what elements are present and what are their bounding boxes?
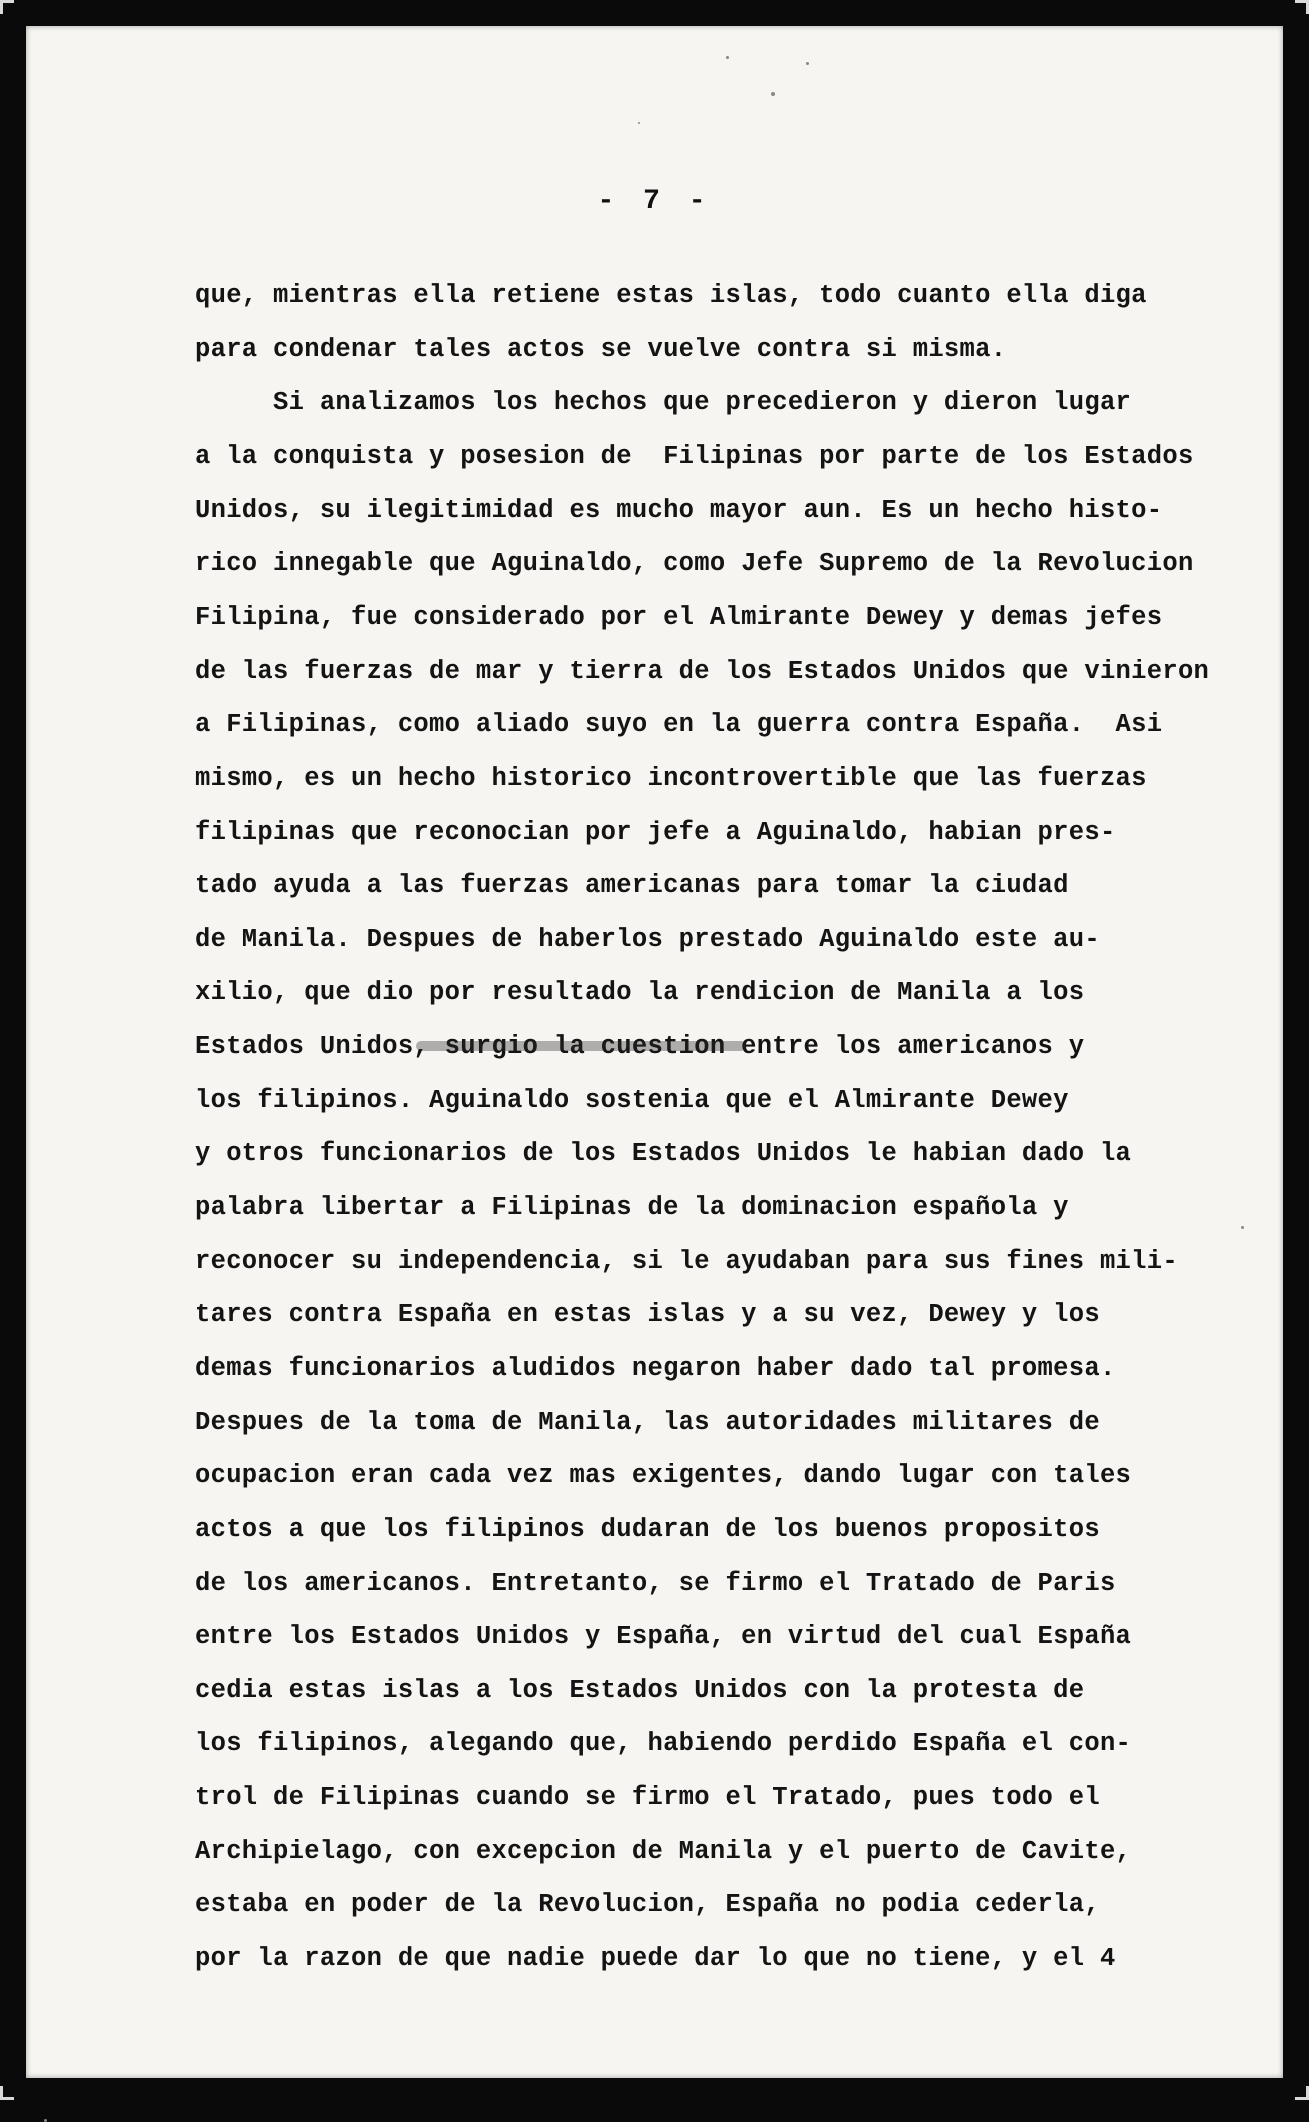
text-line: para condenar tales actos se vuelve contra si misma. <box>195 335 1007 364</box>
paper-speck <box>806 62 809 65</box>
text-line: filipinas que reconocian por jefe a Aguinaldo, habian pres- <box>195 818 1116 847</box>
text-line: los filipinos, alegando que, habiendo perdido España el con- <box>195 1729 1132 1758</box>
text-line: Si analizamos los hechos que precedieron y dieron lugar <box>195 388 1132 417</box>
text-line: a la conquista y posesion de Filipinas por parte de los Estados <box>195 442 1194 471</box>
text-line: Filipina, fue considerado por el Almirante Dewey y demas jefes <box>195 603 1163 632</box>
text-line: Estados Unidos, surgio la cuestion entre los americanos y <box>195 1032 1085 1061</box>
frame-corner-mark <box>0 0 3 14</box>
text-line: Archipielago, con excepcion de Manila y el puerto de Cavite, <box>195 1837 1132 1866</box>
text-line: y otros funcionarios de los Estados Unidos le habian dado la <box>195 1139 1132 1168</box>
text-line: que, mientras ella retiene estas islas, todo cuanto ella diga <box>195 281 1147 310</box>
text-line: tado ayuda a las fuerzas americanas para tomar la ciudad <box>195 871 1069 900</box>
text-line: tares contra España en estas islas y a su vez, Dewey y los <box>195 1300 1100 1329</box>
text-line: de las fuerzas de mar y tierra de los Estados Unidos que vinieron <box>195 657 1210 686</box>
paper-speck <box>771 92 775 96</box>
text-line: demas funcionarios aludidos negaron haber dado tal promesa. <box>195 1354 1116 1383</box>
text-line: por la razon de que nadie puede dar lo que no tiene, y el 4 <box>195 1944 1116 1973</box>
paper-speck <box>1241 1226 1244 1229</box>
text-line: a Filipinas, como aliado suyo en la guerra contra España. Asi <box>195 710 1163 739</box>
page-number: - 7 - <box>597 186 712 217</box>
text-line: palabra libertar a Filipinas de la dominacion española y <box>195 1193 1069 1222</box>
text-line: trol de Filipinas cuando se firmo el Tratado, pues todo el <box>195 1783 1100 1812</box>
paper-speck <box>638 122 640 124</box>
text-line: mismo, es un hecho historico incontrovertible que las fuerzas <box>195 764 1147 793</box>
text-line: ocupacion eran cada vez mas exigentes, dando lugar con tales <box>195 1461 1132 1490</box>
text-line: entre los Estados Unidos y España, en virtud del cual España <box>195 1622 1132 1651</box>
text-line: xilio, que dio por resultado la rendicion de Manila a los <box>195 978 1085 1007</box>
text-line: Unidos, su ilegitimidad es mucho mayor aun. Es un hecho histo- <box>195 496 1163 525</box>
paper-speck <box>726 56 729 59</box>
text-line: estaba en poder de la Revolucion, España no podia cederla, <box>195 1890 1100 1919</box>
text-line: Despues de la toma de Manila, las autoridades militares de <box>195 1408 1100 1437</box>
text-line: los filipinos. Aguinaldo sostenia que el Almirante Dewey <box>195 1086 1069 1115</box>
document-page <box>26 26 1283 2078</box>
text-line: de los americanos. Entretanto, se firmo el Tratado de Paris <box>195 1569 1116 1598</box>
text-line: actos a que los filipinos dudaran de los buenos propositos <box>195 1515 1100 1544</box>
strikeout-smudge <box>416 1041 746 1051</box>
text-line: cedia estas islas a los Estados Unidos con la protesta de <box>195 1676 1085 1705</box>
text-line: de Manila. Despues de haberlos prestado Aguinaldo este au- <box>195 925 1100 954</box>
text-line: rico innegable que Aguinaldo, como Jefe Supremo de la Revolucion <box>195 549 1194 578</box>
frame-corner-mark <box>0 2086 3 2100</box>
text-line: reconocer su independencia, si le ayudaban para sus fines mili- <box>195 1247 1178 1276</box>
